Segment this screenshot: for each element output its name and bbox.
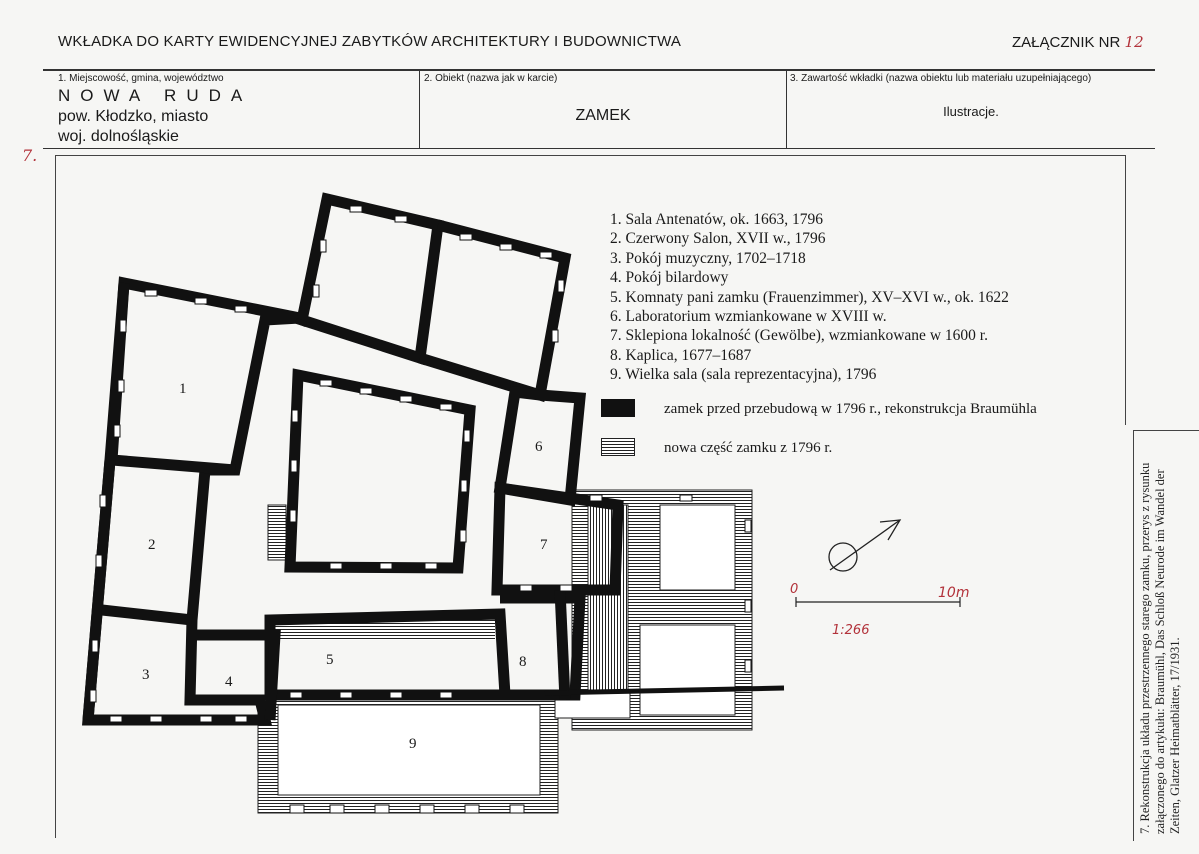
- scale-end: 10m: [938, 585, 970, 601]
- room-label: 9: [409, 736, 417, 752]
- room-label: 5: [326, 652, 334, 668]
- legend-item: 2. Czerwony Salon, XVII w., 1796: [610, 230, 826, 248]
- place-voivodeship: woj. dolnośląskie: [58, 128, 179, 145]
- content-value: Ilustracje.: [943, 104, 999, 119]
- place-caption: 1. Miejscowość, gmina, województwo: [58, 73, 224, 84]
- annex-label-text: ZAŁĄCZNIK NR: [1012, 34, 1121, 51]
- room-label: 3: [142, 667, 150, 683]
- legend-item: 6. Laboratorium wzmiankowane w XVIII w.: [610, 308, 887, 326]
- north-arrow-icon: [829, 520, 900, 571]
- legend-item: 7. Sklepiona lokalność (Gewölbe), wzmiankowane w 1600 r.: [610, 327, 988, 345]
- scale-start: 0: [790, 582, 799, 597]
- old-castle-walls: [88, 199, 618, 720]
- figure-caption: 7. Rekonstrukcja układu przestrzennego starego zamku, przerys z rysunku załączonego do artykułu: Braumühl, Das Schloß Neurode im Wandel der Zeiten, Glatzer Heimatblätter, 17/1931.: [1138, 462, 1182, 834]
- legend-item: 4. Pokój bilardowy: [610, 269, 729, 287]
- room-label: 6: [535, 439, 543, 455]
- annex-number: 12: [1124, 33, 1144, 51]
- object-caption: 2. Obiekt (nazwa jak w karcie): [424, 73, 558, 84]
- place-county: pow. Kłodzko, miasto: [58, 108, 209, 125]
- room-legend: [610, 210, 1009, 385]
- room-label: 4: [225, 674, 233, 690]
- legend-key-old: zamek przed przebudową w 1796 r., rekonstrukcja Braumühla: [664, 401, 1037, 417]
- content-caption: 3. Zawartość wkładki (nazwa obiektu lub materiału uzupełniającego): [790, 73, 1092, 84]
- legend-key-old-swatch: [601, 399, 635, 417]
- place-name: NOWA RUDA: [58, 86, 253, 105]
- room-label: 1: [179, 381, 187, 397]
- legend-key-new-swatch: [601, 438, 635, 456]
- form-title: WKŁADKA DO KARTY EWIDENCYJNEJ ZABYTKÓW ARCHITEKTURY I BUDOWNICTWA: [58, 33, 682, 50]
- scale-bar: [796, 597, 960, 607]
- object-name: ZAMEK: [575, 107, 631, 124]
- legend-item: 5. Komnaty pani zamku (Frauenzimmer), XV–XVI w., ok. 1622: [610, 288, 1009, 306]
- room-label: 8: [519, 654, 527, 670]
- legend-item: 1. Sala Antenatów, ok. 1663, 1796: [610, 211, 823, 228]
- room-label: 7: [540, 537, 548, 553]
- scale-ratio: 1:266: [832, 623, 870, 638]
- legend-key-new: nowa część zamku z 1796 r.: [664, 440, 833, 456]
- legend-item: 3. Pokój muzyczny, 1702–1718: [610, 249, 806, 267]
- legend-item: 9. Wielka sala (sala reprezentacyjna), 1796: [610, 366, 877, 384]
- room-label: 2: [148, 537, 156, 553]
- legend-item: 8. Kaplica, 1677–1687: [610, 346, 752, 364]
- figure-number: 7.: [22, 146, 38, 165]
